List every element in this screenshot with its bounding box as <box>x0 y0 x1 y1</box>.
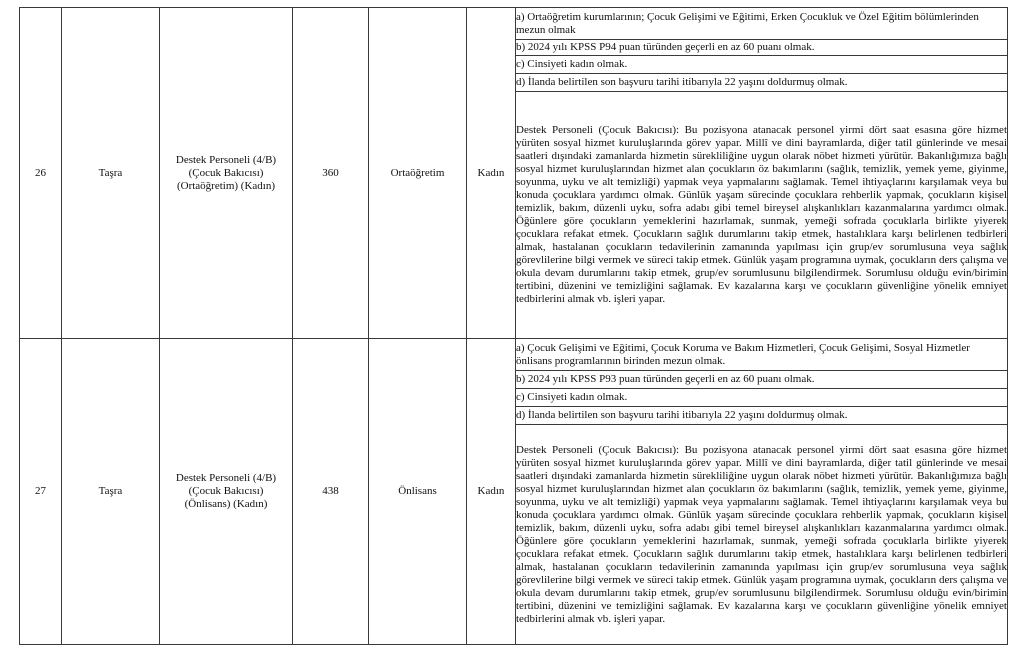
positions-table <box>19 7 1008 645</box>
location-cell: Taşra <box>62 339 160 645</box>
row-number: 26 <box>20 8 62 339</box>
position-title-line: (Çocuk Bakıcısı) <box>188 166 264 179</box>
position-title-line: (Önlisans) (Kadın) <box>184 498 268 510</box>
position-title-line: Destek Personeli (4/B) <box>175 472 277 484</box>
qualification-item: d) İlanda belirtilen son başvuru tarihi itibarıyla 22 yaşını doldurmuş olmak. <box>516 407 1008 425</box>
education-level-cell: Önlisans <box>369 339 467 645</box>
position-count-cell: 438 <box>293 339 369 645</box>
qualification-item: b) 2024 yılı KPSS P93 puan türünden geçerli en az 60 puanı olmak. <box>516 371 1008 389</box>
row-number: 27 <box>20 339 62 645</box>
location-cell: Taşra <box>62 8 160 339</box>
position-title-line: (Çocuk Bakıcısı) <box>188 485 264 497</box>
table-row <box>20 339 1008 371</box>
position-count-cell: 360 <box>293 8 369 339</box>
qualification-item: b) 2024 yılı KPSS P94 puan türünden geçerli en az 60 puanı olmak. <box>516 40 1008 56</box>
position-title-cell <box>160 8 293 339</box>
table-row <box>20 8 1008 40</box>
qualification-item: a) Ortaöğretim kurumlarının; Çocuk Gelişimi ve Eğitimi, Erken Çocukluk ve Özel Eğitim bölümlerinden mezun olmak <box>516 8 1008 40</box>
qualification-item: c) Cinsiyeti kadın olmak. <box>516 56 1008 74</box>
qualification-item: d) İlanda belirtilen son başvuru tarihi itibarıyla 22 yaşını doldurmuş olmak. <box>516 74 1008 92</box>
job-description: Destek Personeli (Çocuk Bakıcısı): Bu pozisyona atanacak personel yirmi dört saat esasına göre hizmet yürüten sosyal hizmet kuruluşlarında görev yapar. Millî ve dini bayramlarda, diğer tatil günlerinde ve mesai saatleri dışındaki zamanlarda hizmetin sürekliliğine uygun olarak nöbet hizmeti yürütür. Bakanlığımıza bağlı sosyal hizmet kuruluşlarından hizmet alan çocukların öz bakımlarını (sağlık, temizlik, yemek yeme, giyinme, soyunma, uyku ve alt temizliği) yapmak veya yapmalarını sağlamak. Temel ihtiyaçlarını karşılamak veya bu konuda çocuklara yardımcı olmak. Günlük yaşam sürecinde çocuklara rehberlik yapmak, çocukların kişisel temizlik, bakım, düzenli uyku, sofra adabı gibi temel bireysel alışkanlıkları kazanmalarına yardımcı olmak. Öğünlere göre çocukların yemeklerini hazırlamak, sunmak, yemeği sofrada çocuklarla birlikte yiyerek çocuklara refakat etmek. Çocukların sağlık durumlarını takip etmek, hastalıklara karşı belirlenen tedbirleri almak, hastalanan çocukların tedavilerinin zamanında yapılması için grup/ev sorumlusuna veya sağlık görevlilerine bilgi vermek ve süreci takip etmek. Günlük yaşam programına uymak, çocukların ders çalışma ve okula devam durumlarını takip etmek, grup/ev sorumlusunu bilgilendirmek. Sorumlusu olduğu evin/birimin tertibini, düzenini ve temizliğini sağlamak. Ev kazalarına karşı ve çocukların güvenliğine yönelik emniyet tedbirlerini almak vb. işleri yapar. <box>516 425 1008 645</box>
education-level-cell: Ortaöğretim <box>369 8 467 339</box>
position-title-line: Destek Personeli (4/B) <box>175 153 277 166</box>
qualification-item: a) Çocuk Gelişimi ve Eğitimi, Çocuk Koruma ve Bakım Hizmetleri, Çocuk Gelişimi, Sosyal Hizmetler önlisans programlarının birinden mezun olmak. <box>516 339 1008 371</box>
gender-cell: Kadın <box>467 339 516 645</box>
job-description: Destek Personeli (Çocuk Bakıcısı): Bu pozisyona atanacak personel yirmi dört saat esasına göre hizmet yürüten sosyal hizmet kuruluşlarında görev yapar. Millî ve dini bayramlarda, diğer tatil günlerinde ve mesai saatleri dışındaki zamanlarda hizmetin sürekliliğine uygun olarak nöbet hizmeti yürütür. Bakanlığımıza bağlı sosyal hizmet kuruluşlarından hizmet alan çocukların öz bakımlarını (sağlık, temizlik, yemek yeme, giyinme, soyunma, uyku ve alt temizliği) yapmak veya yapmalarını sağlamak. Temel ihtiyaçlarını karşılamak veya bu konuda çocuklara yardımcı olmak. Günlük yaşam sürecinde çocuklara rehberlik yapmak, çocukların kişisel temizlik, bakım, düzenli uyku, sofra adabı gibi temel bireysel alışkanlıkları kazanmalarına yardımcı olmak. Öğünlere göre çocukların yemeklerini hazırlamak, sunmak, yemeği sofrada çocuklarla birlikte yiyerek çocuklara refakat etmek. Çocukların sağlık durumlarını takip etmek, hastalıklara karşı belirlenen tedbirleri almak, hastalanan çocukların tedavilerinin zamanında yapılması için grup/ev sorumlusuna veya sağlık görevlilerine bilgi vermek ve süreci takip etmek. Günlük yaşam programına uymak, çocukların ders çalışma ve okula devam durumlarını takip etmek, grup/ev sorumlusunu bilgilendirmek. Sorumlusu olduğu evin/birimin tertibini, düzenini ve temizliğini sağlamak. Ev kazalarına karşı ve çocukların güvenliğine yönelik emniyet tedbirlerini almak vb. işleri yapar. <box>516 92 1008 339</box>
gender-cell: Kadın <box>467 8 516 339</box>
position-title-line: (Ortaöğretim) (Kadın) <box>176 179 276 192</box>
position-title-cell <box>160 339 293 645</box>
qualification-item: c) Cinsiyeti kadın olmak. <box>516 389 1008 407</box>
